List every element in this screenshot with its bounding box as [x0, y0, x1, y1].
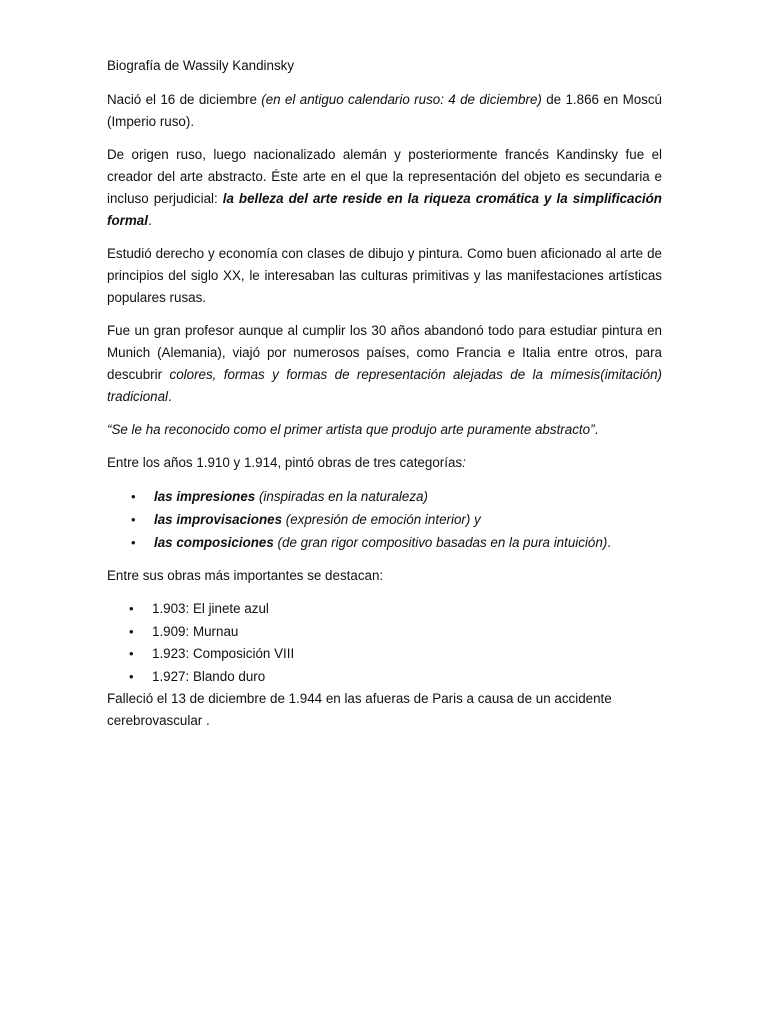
work-title: 1.923: Composición VIII — [152, 646, 295, 661]
list-item — [107, 598, 662, 621]
bullet-icon: • — [131, 489, 136, 504]
career-paragraph — [107, 320, 662, 408]
bullet-icon: • — [129, 646, 134, 661]
career-end: . — [168, 389, 172, 404]
birth-calendar-note: (en el antiguo calendario ruso: 4 de diciembre) — [261, 92, 542, 107]
birth-paragraph — [107, 89, 662, 133]
category-desc: (inspiradas en la naturaleza) — [255, 489, 428, 504]
birth-text: Nació el 16 de diciembre — [107, 92, 262, 107]
origin-text: De origen ruso, luego nacionalizado alemán y posteriormente francés Kandinsky fue el creador del arte abstracto. Éste arte en el que la representación del objeto es secundaria e incluso perjudicial: — [107, 147, 662, 206]
work-title: 1.909: Murnau — [152, 623, 239, 639]
quote-end: . — [594, 422, 599, 437]
category-desc: (expresión de emoción interior) y — [282, 512, 481, 527]
list-item — [107, 666, 662, 689]
category-tail: . — [607, 535, 612, 550]
categories-list — [107, 485, 662, 554]
origin-emphasis: la belleza del arte reside en la riqueza cromática y la simplificación formal — [107, 191, 662, 228]
list-item — [107, 643, 662, 666]
categories-intro — [107, 452, 662, 474]
works-intro: Entre sus obras más importantes se destacan: — [107, 568, 384, 583]
list-item — [107, 621, 662, 644]
category-name: las composiciones — [154, 535, 274, 550]
category-name: las impresiones — [154, 489, 256, 504]
studies-paragraph: Estudió derecho y economía con clases de dibujo y pintura. Como buen aficionado al arte de principios del siglo XX, le interesaban las culturas primitivas y las manifestaciones artísticas populares rusas. — [107, 246, 662, 305]
quote-paragraph — [107, 419, 662, 441]
categories-years: Entre los años 1.910 y 1.914 — [107, 455, 278, 470]
origin-end: . — [147, 213, 152, 228]
work-title: 1.927: Blando duro — [152, 668, 266, 684]
birth-place: de 1.866 en Moscú (Imperio ruso). — [107, 92, 663, 129]
career-emphasis: colores, formas y formas de representación alejadas de la mímesis(imitación) tradicional — [107, 367, 662, 404]
work-title: 1.903: El jinete azul — [152, 601, 269, 616]
categories-colon: : — [462, 455, 466, 470]
bullet-icon: • — [131, 535, 136, 550]
list-item — [107, 531, 662, 554]
document-body — [107, 55, 662, 732]
category-name: las improvisaciones — [154, 512, 283, 527]
death-paragraph: Falleció el 13 de diciembre de 1.944 en las afueras de Paris a causa de un accidente cerebrovascular . — [107, 691, 612, 728]
list-item — [107, 485, 662, 508]
origin-paragraph — [107, 144, 662, 232]
document-title: Biografía de Wassily Kandinsky — [107, 58, 295, 73]
bullet-icon: • — [129, 668, 134, 684]
bullet-icon: • — [131, 512, 136, 527]
list-item — [107, 508, 662, 531]
categories-text: , pintó obras de tres categorías — [277, 455, 463, 470]
quote-text: “Se le ha reconocido como el primer artista que produjo arte puramente abstracto” — [107, 422, 595, 437]
bullet-icon: • — [129, 601, 134, 616]
career-text: Fue un gran profesor aunque al cumplir los 30 años abandonó todo para estudiar pintura en Munich (Alemania), viajó por numerosos países, como Francia e Italia entre otros, para descubrir — [107, 323, 662, 382]
bullet-icon: • — [129, 623, 134, 639]
category-desc: (de gran rigor compositivo basadas en la pura intuición) — [273, 535, 608, 550]
works-list — [107, 598, 662, 688]
